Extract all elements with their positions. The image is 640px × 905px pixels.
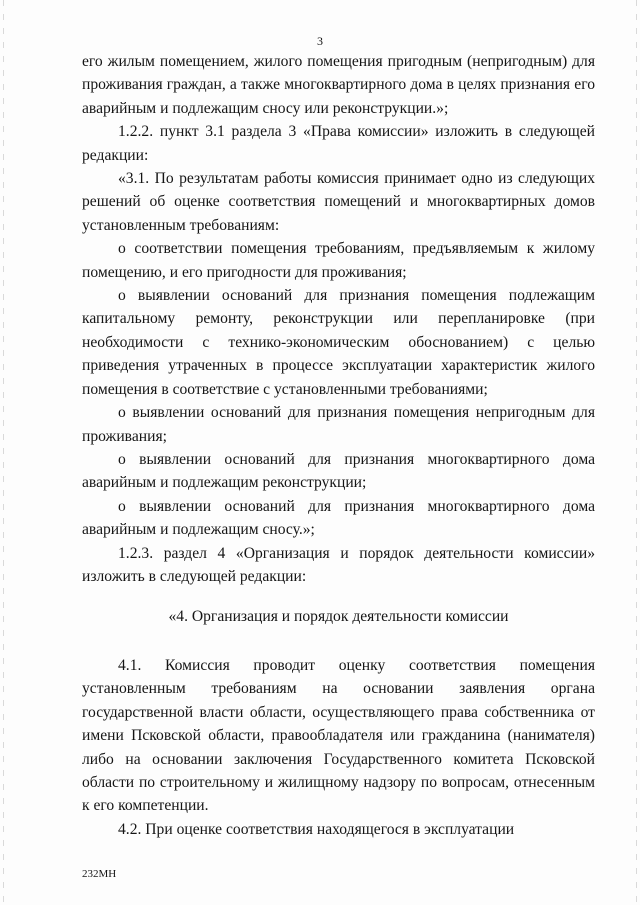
- paragraph-1-2-3: 1.2.3. раздел 4 «Организация и порядок деятельности комиссии» изложить в следующей редакции:: [82, 544, 595, 585]
- paragraph-continuation: его жилым помещением, жилого помещения пригодным (непригодным) для проживания граждан, а также многоквартирного дома в целях признания его аварийным и подлежащим сносу или реконструкции.»;: [82, 53, 595, 117]
- page-number: 3: [317, 34, 323, 48]
- paragraph-item-repair: о выявлении оснований для признания помещения подлежащим капитальному ремонту, реконструкции или перепланировке (при необходимости с технико-экономическим обоснованием) с целью приведения утраченных в процессе эксплуатации характеристик жилого помещения в соответствие с установленными требованиями;: [82, 287, 595, 398]
- document-body: [82, 50, 595, 588]
- paragraph-item-suitability: о соответствии помещения требованиям, предъявляемым к жилому помещению, и его пригодности для проживания;: [82, 240, 595, 281]
- paragraph-item-demolition: о выявлении оснований для признания многоквартирного дома аварийным и подлежащим сносу.»;: [82, 497, 595, 539]
- paragraph-item-unfit: о выявлении оснований для признания помещения непригодным для проживания;: [82, 404, 595, 445]
- document-code: 232МН: [82, 868, 117, 880]
- paragraph-4-1: 4.1. Комиссия проводит оценку соответствия помещения установленным требованиям на основании заявления органа государственной власти области, осуществляющего права собственника от имени Псковской области, правообладателя или гражданина (нанимателя) либо на основании заключения Государственного комитета Псковской области по строительному и жилищному надзору по вопросам, отнесенным к его компетенции.: [82, 657, 595, 815]
- scan-edge-left: [3, 0, 4, 905]
- paragraph-item-reconstruction: о выявлении оснований для признания многоквартирного дома аварийным и подлежащим реконструкции;: [82, 450, 595, 492]
- section-body: [82, 654, 595, 841]
- paragraph-3-1: «3.1. По результатам работы комиссия принимает одно из следующих решений об оценке соответствия помещений и многоквартирных домов установленным требованиям:: [82, 170, 595, 234]
- paragraph-1-2-2: 1.2.2. пункт 3.1 раздела 3 «Права комиссии» изложить в следующей редакции:: [82, 123, 595, 164]
- scan-edge-right: [636, 0, 637, 905]
- paragraph-4-2: 4.2. При оценке соответствия находящегося в эксплуатации: [118, 820, 515, 838]
- section-heading: «4. Организация и порядок деятельности комиссии: [168, 608, 509, 625]
